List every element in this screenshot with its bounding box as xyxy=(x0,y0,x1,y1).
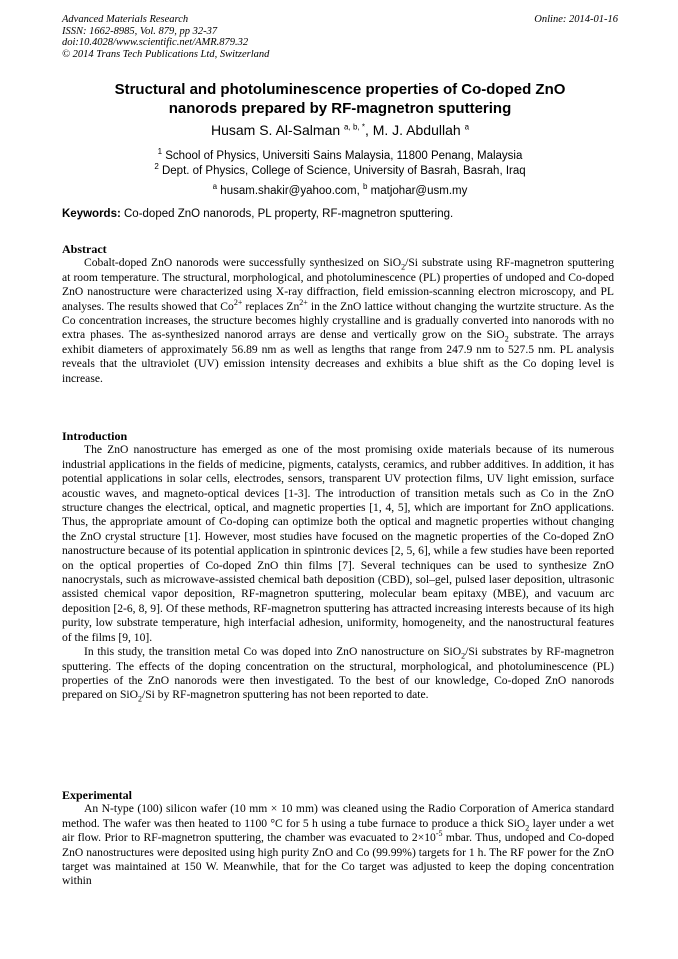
title-line-1: Structural and photoluminescence properties of Co-doped ZnO xyxy=(114,81,566,98)
email-line xyxy=(62,184,618,199)
email-mark: a xyxy=(212,182,218,192)
text-run: layer under a wet air flow. Prior to RF-magnetron sputtering, the chamber was evacuated to 2×10 xyxy=(62,816,614,845)
journal-header xyxy=(62,14,618,60)
text-run: substrate. The arrays exhibit diameters of approximately 56.89 nm as well as lengths that range from 247.9 nm to 527.5 nm. PL analysis reveals that the ultraviolet (UV) emission intensity decreases and exhibits a blue shift as the Co doping level is increase. xyxy=(62,328,614,385)
email-address[interactable]: matjohar@usm.my xyxy=(370,185,468,197)
superscript: 2+ xyxy=(299,297,308,307)
subscript: 2 xyxy=(525,823,530,833)
author-marks: a xyxy=(464,122,470,132)
abstract-section xyxy=(62,242,614,386)
journal-name: Advanced Materials Research xyxy=(62,14,189,25)
author-name: M. J. Abdullah xyxy=(372,122,461,138)
text-run: An N-type (100) silicon wafer (10 mm × 10 mm) was cleaned using the Radio Corporation of America standard method. The wafer was then heated to 1100 °C for 5 h using a tube furnace to produce a thick SiO xyxy=(62,802,614,830)
author-name: Husam S. Al-Salman xyxy=(210,122,341,138)
affiliation-text: School of Physics, Universiti Sains Malaysia, 11800 Penang, Malaysia xyxy=(165,150,523,162)
abstract-heading: Abstract xyxy=(62,242,107,256)
doi-line: doi:10.4028/www.scientific.net/AMR.879.32 xyxy=(62,37,249,48)
introduction-paragraph-2 xyxy=(62,645,614,703)
subscript: 2 xyxy=(504,334,509,344)
keywords-label: Keywords: xyxy=(62,208,121,220)
text-run: in the ZnO lattice without changing the wurtzite structure. As the Co concentration increases, the structure becomes highly crystalline and is gradually converted into nanorods with no extra phases. The as-synthesized nanorod arrays are dense and vertically grow on the SiO xyxy=(62,299,614,342)
author-list xyxy=(62,121,618,139)
text-run: mbar. Thus, undoped and Co-doped ZnO nanostructures were deposited using high purity ZnO and Co (99.99%) targets for 1 h. The RF power for the ZnO target was maintained at 150 W. Meanwhile, that for the Co target was adjusted to keep the doping concentration within xyxy=(62,831,614,888)
experimental-heading: Experimental xyxy=(62,788,132,802)
title-line-2: nanorods prepared by RF-magnetron sputtering xyxy=(168,100,512,117)
text-run: In this study, the transition metal Co was doped into ZnO nanostructure on SiO xyxy=(84,645,462,659)
subscript: 2 xyxy=(137,694,142,704)
superscript: -5 xyxy=(435,829,443,839)
copyright-line: © 2014 Trans Tech Publications Ltd, Switzerland xyxy=(62,48,270,60)
experimental-paragraph xyxy=(62,802,614,888)
affiliations xyxy=(62,149,618,179)
subscript: 2 xyxy=(461,651,466,661)
affiliation-text: Dept. of Physics, College of Science, University of Basrah, Basrah, Iraq xyxy=(161,165,526,177)
introduction-paragraph-1: The ZnO nanostructure has emerged as one of the most promising oxide materials because of its numerous industrial applications in the fields of medicine, pigments, catalysts, ceramics, and rubber additives. In addition, it has potential applications in solar cells, electrodes, sensors, transparent UV protection films, UV light emission, surface acoustic waves, and magneto-optical devices [1-3]. The introduction of transition metals such as Co in the ZnO structure changes the electrical, optical, and magnetic properties [1, 4, 5], which are important for ZnO applications. Thus, the appropriate amount of Co-doping can optimize both the optical and magnetic properties without changing the ZnO crystal structure [1]. However, most studies have focused on the magnetic properties of the Co-doped ZnO nanostructure because of its potential application in spintronic devices [2, 5, 6], while a few studies have been reported on the optical properties of Co-doped ZnO thin films [7]. Several techniques can be used to synthesize ZnO nanocrystals, such as microwave-assisted chemical bath deposition (CBD), sol–gel, pulsed laser deposition, ultrasonic assisted chemical vapor deposition, RF-magnetron sputtering, molecular beam epitaxy (MBE), and vacuum arc deposition [2-6, 8, 9]. Of these methods, RF-magnetron sputtering has attracted increasing interests because of its high purity, low substrate temperature, high interfacial adhesion, uniformity, homogeneity, and the nanostructural features of the films [9, 10]. xyxy=(62,443,614,644)
text-run: Cobalt-doped ZnO nanorods were successfully synthesized on SiO xyxy=(84,256,402,270)
affiliation-line xyxy=(62,164,618,179)
abstract-paragraph xyxy=(62,256,614,386)
email-mark: b xyxy=(363,182,368,192)
superscript: 2+ xyxy=(233,297,243,307)
affiliation-mark: 2 xyxy=(154,162,159,172)
introduction-heading: Introduction xyxy=(62,429,128,443)
introduction-section xyxy=(62,429,614,703)
email-address[interactable]: husam.shakir@yahoo.com xyxy=(220,185,357,197)
affiliation-line xyxy=(62,149,618,164)
email-separator: , xyxy=(356,185,364,197)
text-run: replaces Zn xyxy=(242,299,300,313)
experimental-section xyxy=(62,788,614,889)
text-run: /Si substrate using RF-magnetron sputtering at room temperature. The structural, morphological, and photoluminescence (PL) properties of undoped and Co-doped ZnO nanostructure were characterized using X-ray diffraction, field emission-scanning electron microscopy, and PL analyses. The results showed that Co xyxy=(62,256,614,313)
author-separator: , xyxy=(364,122,373,138)
text-run: /Si substrates by RF-magnetron sputtering. The effects of the doping concentration on the structural, morphological, and photoluminescence (PL) properties of the ZnO nanorods were then investigated. To the best of our knowledge, Co-doped ZnO nanorods prepared on SiO xyxy=(62,645,614,702)
keywords-line xyxy=(62,207,618,222)
author-marks: a, b, * xyxy=(344,122,365,132)
subscript: 2 xyxy=(401,262,406,272)
affiliation-mark: 1 xyxy=(157,147,163,157)
online-date: Online: 2014-01-16 xyxy=(534,14,618,25)
issn-line: ISSN: 1662-8985, Vol. 879, pp 32-37 xyxy=(62,25,218,37)
paper-title xyxy=(62,80,618,118)
text-run: /Si by RF-magnetron sputtering has not been reported to date. xyxy=(141,688,429,702)
keywords-text: Co-doped ZnO nanorods, PL property, RF-magnetron sputtering. xyxy=(124,208,454,220)
